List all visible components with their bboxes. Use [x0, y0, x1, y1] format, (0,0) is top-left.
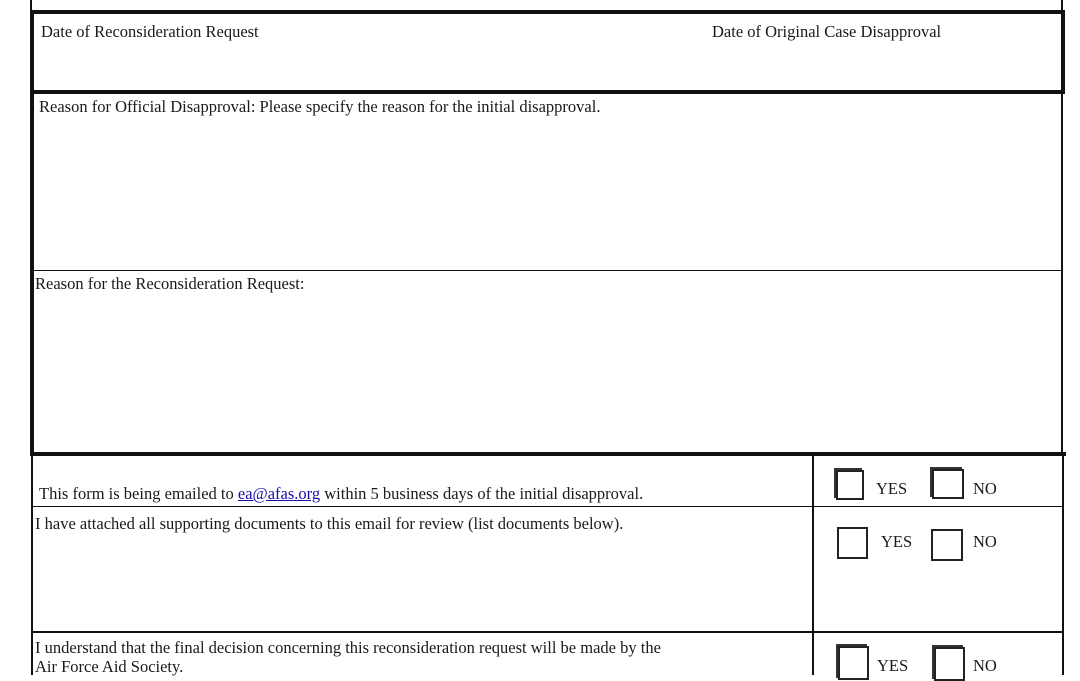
- email-link[interactable]: ea@afas.org: [237, 484, 321, 503]
- questions-column-divider: [812, 456, 814, 675]
- question-3-no-checkbox[interactable]: [934, 647, 965, 681]
- question-1-text: [39, 485, 643, 503]
- date-of-reconsideration-field[interactable]: [36, 45, 536, 87]
- official-disapproval-label: Reason for Official Disapproval: Please specify the reason for the initial disapproval.: [39, 97, 601, 116]
- question-row-divider-1: [31, 506, 1064, 507]
- date-of-reconsideration-label: Date of Reconsideration Request: [41, 22, 259, 41]
- date-of-original-disapproval-field[interactable]: [700, 45, 1055, 87]
- date-section-right-border: [1061, 10, 1065, 94]
- question-3-text-line2: Air Force Aid Society.: [35, 657, 184, 676]
- question-3-text-line1: I understand that the final decision concerning this reconsideration request will be made by the: [35, 638, 661, 657]
- date-section-bottom-border: [30, 90, 1065, 94]
- date-section-left-border: [30, 10, 34, 94]
- question-1-yes-label: YES: [876, 479, 908, 498]
- reasons-bottom-border: [30, 452, 1066, 456]
- question-1-text-start: This form is being emailed to: [39, 484, 238, 503]
- question-2-no-checkbox[interactable]: [931, 529, 963, 561]
- date-of-original-disapproval-label: Date of Original Case Disapproval: [712, 22, 942, 41]
- question-2-text: I have attached all supporting documents to this email for review (list documents below).: [35, 514, 624, 533]
- question-3-yes-label: YES: [877, 656, 909, 675]
- question-2-yes-checkbox[interactable]: [837, 527, 868, 559]
- question-2-yes-label: YES: [881, 532, 913, 551]
- question-row-divider-2: [31, 631, 1064, 633]
- reconsideration-reason-label: Reason for the Reconsideration Request:: [35, 274, 305, 293]
- question-1-text-end: within 5 business days of the initial disapproval.: [320, 484, 644, 503]
- question-2-no-label: NO: [973, 532, 997, 551]
- question-3-no-label: NO: [973, 656, 997, 675]
- reconsideration-reason-field[interactable]: [36, 296, 1058, 451]
- date-section-top-border: [30, 10, 1065, 14]
- question-1-yes-checkbox[interactable]: [836, 470, 864, 500]
- supporting-documents-list-field[interactable]: [35, 538, 805, 628]
- questions-right-border: [1062, 456, 1064, 675]
- reasons-left-border: [30, 94, 34, 456]
- questions-left-border: [31, 456, 33, 675]
- official-disapproval-divider: [30, 270, 1063, 271]
- question-1-no-label: NO: [973, 479, 997, 498]
- reasons-right-border: [1061, 94, 1063, 456]
- official-disapproval-field[interactable]: [36, 120, 1058, 268]
- question-1-no-checkbox[interactable]: [932, 469, 964, 499]
